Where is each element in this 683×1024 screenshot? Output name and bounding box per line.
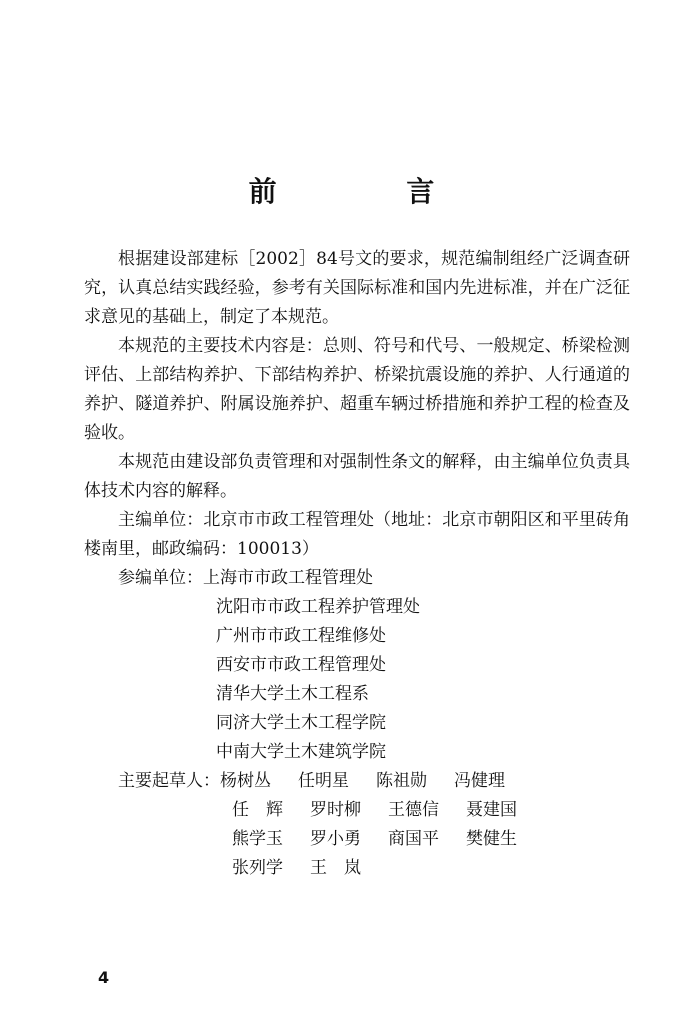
page-number: 4: [98, 968, 110, 987]
participating-units-row-0: [84, 564, 630, 593]
drafters-row-1: [84, 796, 630, 825]
drafter-name: 任明星: [298, 771, 349, 791]
drafter-name: 罗小勇: [310, 829, 361, 849]
drafter-name: 熊学玉: [232, 829, 283, 849]
drafter-name: 王 岚: [310, 858, 361, 878]
document-body: [84, 245, 630, 883]
participating-unit: 西安市市政工程管理处: [216, 655, 386, 675]
paragraph-basis: 根据建设部建标［2002］84号文的要求，规范编制组经广泛调查研究，认真总结实践经验，参考有关国际标准和国内先进标准，并在广泛征求意见的基础上，制定了本规范。: [84, 249, 630, 327]
drafter-name: 陈祖勋: [376, 771, 427, 791]
drafters-label: 主要起草人：: [118, 771, 220, 791]
participating-units-label: 参编单位：: [118, 568, 203, 588]
paragraph-chief-unit: 主编单位：北京市市政工程管理处（地址：北京市朝阳区和平里砖角楼南里，邮政编码：100013）: [84, 510, 630, 559]
drafter-name: 罗时柳: [310, 800, 361, 820]
drafter-name: 杨树丛: [220, 771, 271, 791]
drafters-row-2: [84, 825, 630, 854]
drafters-row-0: [84, 767, 630, 796]
drafter-name: 王德信: [388, 800, 439, 820]
drafters-row-3: [84, 854, 630, 883]
participating-unit: 沈阳市市政工程养护管理处: [216, 597, 420, 617]
drafter-name: 聂建国: [466, 800, 517, 820]
drafter-name: 冯健理: [454, 771, 505, 791]
participating-unit: 中南大学土木建筑学院: [216, 742, 386, 762]
participating-unit: 同济大学土木工程学院: [216, 713, 386, 733]
paragraph-contents: 本规范的主要技术内容是：总则、符号和代号、一般规定、桥梁检测评估、上部结构养护、下部结构养护、桥梁抗震设施的养护、人行通道的养护、隧道养护、附属设施养护、超重车辆过桥措施和养护工程的检查及验收。: [84, 336, 630, 443]
participating-unit: 广州市市政工程维修处: [216, 626, 386, 646]
paragraph-management: 本规范由建设部负责管理和对强制性条文的解释，由主编单位负责具体技术内容的解释。: [84, 452, 630, 501]
participating-unit: 清华大学土木工程系: [216, 684, 369, 704]
page-title: 前 言: [248, 175, 495, 208]
drafter-name: 张列学: [232, 858, 283, 878]
participating-unit: 上海市市政工程管理处: [203, 568, 373, 588]
drafter-name: 樊健生: [466, 829, 517, 849]
drafter-name: 商国平: [388, 829, 439, 849]
drafter-name: 任 辉: [232, 800, 283, 820]
